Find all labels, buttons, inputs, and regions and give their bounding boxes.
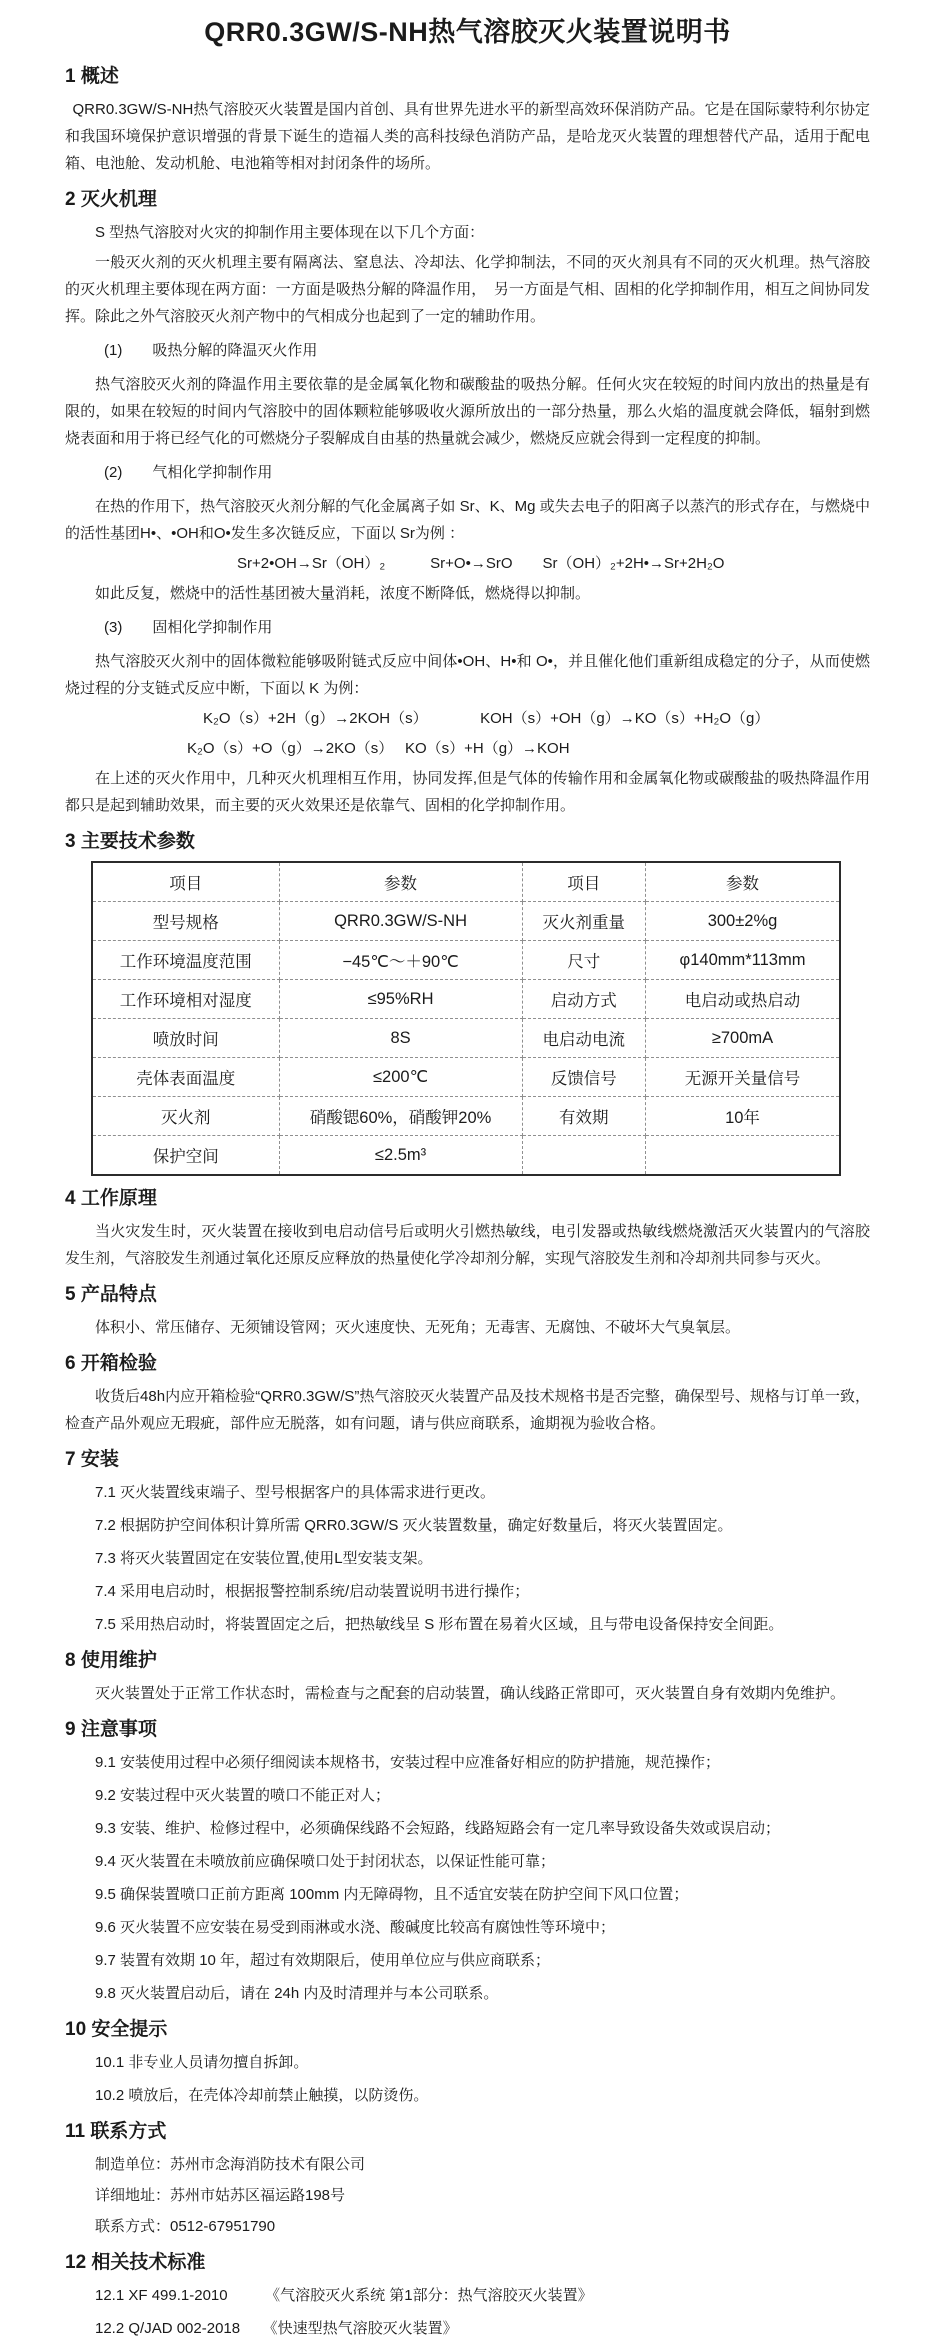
section-heading-overview: 1 概述	[65, 66, 119, 87]
section-working-principle	[65, 1187, 870, 1272]
installation-item: 7.2 根据防护空间体积计算所需 QRR0.3GW/S 灭火装置数量，确定好数量后，将灭火装置固定。	[95, 1517, 733, 1534]
table-cell	[646, 1136, 841, 1176]
table-header-cell: 参数	[279, 862, 522, 902]
section-product-features	[65, 1283, 870, 1341]
section-standards	[65, 2251, 870, 2342]
installation-item: 7.1 灭火装置线束端子、型号根据客户的具体需求进行更改。	[95, 1484, 496, 1501]
section-heading-precautions: 9 注意事项	[65, 1719, 157, 1740]
inspection-paragraph: 收货后48h内应开箱检验“QRR0.3GW/S”热气溶胶灭火装置产品及技术规格书是否完整，确保型号、规格与订单一致，检查产品外观应无瑕疵，部件应无脱落，如有问题，请与供应商联系，逾期视为验收合格。	[65, 1388, 870, 1432]
mechanism-intro-line: S 型热气溶胶对火灾的抑制作用主要体现在以下几个方面：	[95, 224, 485, 241]
table-cell: 工作环境相对湿度	[92, 980, 279, 1019]
table-cell: 电启动电流	[522, 1019, 645, 1058]
precaution-item: 9.6 灭火装置不应安装在易受到雨淋或水浇、酸碱度比较高有腐蚀性等环境中；	[95, 1919, 616, 1936]
page-title: QRR0.3GW/S-NH热气溶胶灭火装置说明书	[204, 17, 731, 47]
mechanism-summary-paragraph: 在上述的灭火作用中，几种灭火机理相互作用，协同发挥,但是气体的传输作用和金属氧化物或碳酸盐的吸热降温作用都只是起到辅助效果，而主要的灭火效果还是依靠气、固相的化学抑制作用。	[65, 770, 870, 814]
section-heading-contact: 11 联系方式	[65, 2121, 167, 2142]
mechanism-sub3-paragraph: 热气溶胶灭火剂中的固体微粒能够吸附链式反应中间体•OH、H•和 O•，并且催化他们重新组成稳定的分子，从而使燃烧过程的分支链式反应中断，下面以 K 为例：	[65, 653, 870, 697]
table-row	[92, 941, 840, 980]
section-heading-safety: 10 安全提示	[65, 2019, 168, 2040]
section-heading-maintenance: 8 使用维护	[65, 1650, 157, 1671]
table-cell: 反馈信号	[522, 1058, 645, 1097]
table-cell: 灭火剂重量	[522, 902, 645, 941]
installation-item: 7.5 采用热启动时，将装置固定之后，把热敏线呈 S 形布置在易着火区域，且与带电设备保持安全间距。	[95, 1616, 784, 1633]
overview-paragraph: QRR0.3GW/S-NH热气溶胶灭火装置是国内首创、具有世界先进水平的新型高效环保消防产品。它是在国际蒙特利尔协定和我国环境保护意识增强的背景下诞生的造福人类的高科技绿色消防产品，是哈龙灭火装置的理想替代产品，适用于配电箱、电池舱、发动机舱、电池箱等相对封闭条件的场所。	[65, 101, 870, 172]
section-heading-mechanism: 2 灭火机理	[65, 189, 157, 210]
table-cell: 灭火剂	[92, 1097, 279, 1136]
contact-manufacturer: 制造单位：苏州市念海消防技术有限公司	[95, 2156, 366, 2173]
table-header-cell: 项目	[522, 862, 645, 902]
section-overview	[65, 65, 870, 177]
table-cell: ≤95%RH	[279, 980, 522, 1019]
table-row	[92, 1097, 840, 1136]
section-installation	[65, 1448, 870, 1638]
principle-paragraph: 当火灾发生时，灭火装置在接收到电启动信号后或明火引燃热敏线，电引发器或热敏线燃烧激活灭火装置内的气溶胶发生剂，气溶胶发生剂通过氧化还原反应释放的热量使化学冷却剂分解，实现气溶胶发生剂和冷却剂共同参与灭火。	[65, 1223, 870, 1267]
tech-params-table	[91, 861, 841, 1176]
section-extinguishing-mechanism	[65, 188, 870, 819]
table-cell: 尺寸	[522, 941, 645, 980]
table-cell: ≤2.5m³	[279, 1136, 522, 1176]
safety-item: 10.2 喷放后，在壳体冷却前禁止触摸，以防烫伤。	[95, 2087, 429, 2104]
precaution-item: 9.4 灭火装置在未喷放前应确保喷口处于封闭状态，以保证性能可靠；	[95, 1853, 556, 1870]
table-cell: 喷放时间	[92, 1019, 279, 1058]
section-heading-inspection: 6 开箱检验	[65, 1353, 157, 1374]
section-heading-principle: 4 工作原理	[65, 1188, 157, 1209]
precaution-item: 9.8 灭火装置启动后，请在 24h 内及时清理并与本公司联系。	[95, 1985, 499, 2002]
standard-item: 12.2 Q/JAD 002-2018 《快速型热气溶胶灭火装置》	[95, 2320, 458, 2337]
table-header-row	[92, 862, 840, 902]
precaution-item: 9.7 装置有效期 10 年，超过有效期限后，使用单位应与供应商联系；	[95, 1952, 551, 1969]
mechanism-sub2-paragraph: 在热的作用下，热气溶胶灭火剂分解的气化金属离子如 Sr、K、Mg 或失去电子的阳离子以蒸汽的形式存在，与燃烧中的活性基团H•、•OH和O•发生多次链反应，下面以 Sr为例 ：	[65, 498, 870, 542]
maintenance-paragraph: 灭火装置处于正常工作状态时，需检查与之配套的启动装置，确认线路正常即可，灭火装置自身有效期内免维护。	[95, 1685, 846, 1702]
section-maintenance	[65, 1649, 870, 1707]
table-row	[92, 980, 840, 1019]
section-unboxing-inspection	[65, 1352, 870, 1437]
table-cell: 硝酸锶60%，硝酸钾20%	[279, 1097, 522, 1136]
table-cell: 有效期	[522, 1097, 645, 1136]
installation-item: 7.3 将灭火装置固定在安装位置,使用L型安装支架。	[95, 1550, 433, 1567]
precaution-item: 9.1 安装使用过程中必须仔细阅读本规格书，安装过程中应准备好相应的防护措施，规范操作；	[95, 1754, 721, 1771]
table-cell	[522, 1136, 645, 1176]
table-header-cell: 参数	[646, 862, 841, 902]
table-row	[92, 1136, 840, 1176]
section-safety-tips	[65, 2018, 870, 2109]
table-header-cell: 项目	[92, 862, 279, 902]
table-cell: 8S	[279, 1019, 522, 1058]
table-row	[92, 902, 840, 941]
precaution-item: 9.5 确保装置喷口正前方距离 100mm 内无障碍物，且不适宜安装在防护空间下风口位置；	[95, 1886, 689, 1903]
table-cell: 壳体表面温度	[92, 1058, 279, 1097]
table-cell: φ140mm*113mm	[646, 941, 841, 980]
mechanism-paragraph: 一般灭火剂的灭火机理主要有隔离法、窒息法、冷却法、化学抑制法，不同的灭火剂具有不同的灭火机理。热气溶胶的灭火机理主要体现在两方面：一方面是吸热分解的降温作用， 另一方面是气相、固相的化学抑制作用，相互之间协同发挥。除此之外气溶胶灭火剂产物中的气相成分也起到了一定的辅助作用。	[65, 254, 870, 325]
section-heading-features: 5 产品特点	[65, 1284, 157, 1305]
potassium-reaction-formula-2: K₂O（s）+O（g）→2KO（s） KO（s）+H（g）→KOH	[187, 740, 570, 757]
contact-phone: 联系方式：0512-67951790	[95, 2218, 276, 2235]
table-cell: 保护空间	[92, 1136, 279, 1176]
table-row	[92, 1058, 840, 1097]
mechanism-sub3-title: (3) 固相化学抑制作用	[104, 619, 273, 636]
section-technical-parameters	[65, 830, 870, 1176]
table-row	[92, 1019, 840, 1058]
table-cell: ≤200℃	[279, 1058, 522, 1097]
safety-item: 10.1 非专业人员请勿擅自拆卸。	[95, 2054, 309, 2071]
table-cell: ≥700mA	[646, 1019, 841, 1058]
table-cell: 10年	[646, 1097, 841, 1136]
strontium-reaction-formula: Sr+2•OH→Sr（OH）₂ Sr+O•→SrO Sr（OH）₂+2H•→Sr+2H₂O	[237, 555, 725, 572]
mechanism-sub1-paragraph: 热气溶胶灭火剂的降温作用主要依靠的是金属氧化物和碳酸盐的吸热分解。任何火灾在较短的时间内放出的热量是有限的，如果在较短的时间内气溶胶中的固体颗粒能够吸收火源所放出的一部分热量，那么火焰的温度就会降低，辐射到燃烧表面和用于将已经气化的可燃烧分子裂解成自由基的热量就会减少，燃烧反应就会得到一定程度的抑制。	[65, 376, 870, 447]
section-heading-installation: 7 安装	[65, 1449, 119, 1470]
precaution-item: 9.2 安装过程中灭火装置的喷口不能正对人；	[95, 1787, 391, 1804]
section-contact	[65, 2120, 870, 2240]
precaution-item: 9.3 安装、维护、检修过程中，必须确保线路不会短路，线路短路会有一定几率导致设备失效或误启动；	[95, 1820, 781, 1837]
table-cell: 无源开关量信号	[646, 1058, 841, 1097]
mechanism-sub1-title: (1) 吸热分解的降温灭火作用	[104, 342, 318, 359]
section-precautions	[65, 1718, 870, 2007]
contact-address: 详细地址：苏州市姑苏区福运路198号	[95, 2187, 346, 2204]
mechanism-sub2-conclusion: 如此反复，燃烧中的活性基团被大量消耗，浓度不断降低，燃烧得以抑制。	[95, 585, 591, 602]
potassium-reaction-formula-1: K₂O（s）+2H（g）→2KOH（s） KOH（s）+OH（g）→KO（s）+H₂O（g）	[203, 710, 770, 727]
mechanism-sub2-title: (2) 气相化学抑制作用	[104, 464, 273, 481]
table-cell: QRR0.3GW/S-NH	[279, 902, 522, 941]
section-heading-standards: 12 相关技术标准	[65, 2252, 206, 2273]
installation-item: 7.4 采用电启动时，根据报警控制系统/启动装置说明书进行操作；	[95, 1583, 530, 1600]
table-cell: 300±2%g	[646, 902, 841, 941]
table-cell: 启动方式	[522, 980, 645, 1019]
table-cell: 工作环境温度范围	[92, 941, 279, 980]
standard-item: 12.1 XF 499.1-2010 《气溶胶灭火系统 第1部分：热气溶胶灭火装置》	[95, 2287, 593, 2304]
features-paragraph: 体积小、常压储存、无须铺设管网；灭火速度快、无死角；无毒害、无腐蚀、不破坏大气臭氧层。	[95, 1319, 741, 1336]
table-cell: 型号规格	[92, 902, 279, 941]
table-cell: −45℃～＋90℃	[279, 941, 522, 980]
section-heading-parameters: 3 主要技术参数	[65, 831, 195, 852]
table-cell: 电启动或热启动	[646, 980, 841, 1019]
